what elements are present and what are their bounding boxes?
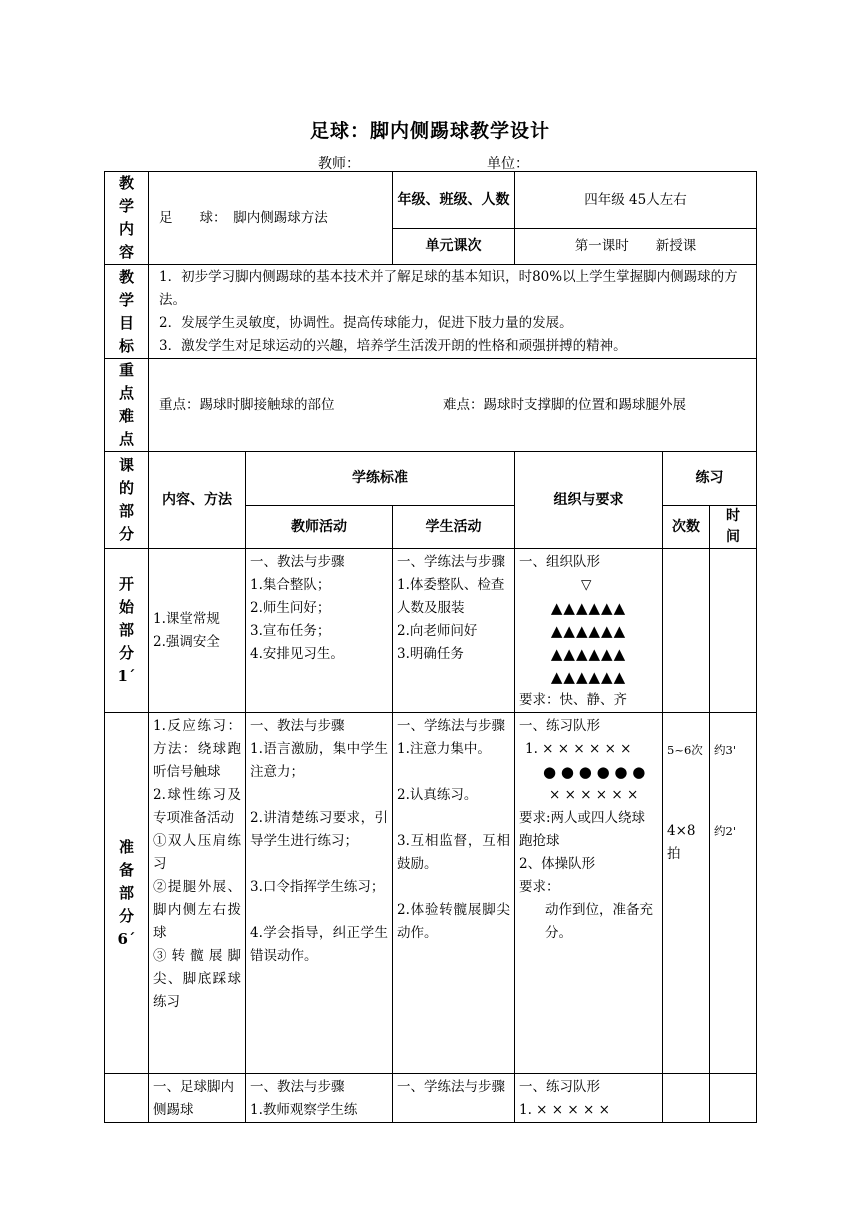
formation-row: ▲▲▲▲▲▲ [550,599,627,617]
formation-row: ▲▲▲▲▲▲ [550,668,627,686]
practice-head: 练习 [663,452,757,506]
grade-value: 四年级 45人左右 [515,172,757,229]
teaching-content-value: 足 球： 脚内侧踢球方法 [149,172,393,265]
formation-row: ● ● ● ● ● ● [543,763,646,781]
goal-2: 2．发展学生灵敏度，协调性。提高传球能力，促进下肢力量的发展。 [159,314,573,331]
lesson-plan-table [104,171,757,1123]
key-point: 重点：踢球时脚接触球的部位 [159,396,335,413]
lesson-value: 第一课时 新授课 [515,229,757,265]
formation-row: ▲▲▲▲▲▲ [550,622,627,640]
teacher-marker-icon: ▽ [581,577,592,593]
start-student-activity: 一、学练法与步骤 1.体委整队、检查人数及服装 2.向老师问好 3.明确任务 [393,549,515,713]
time-head: 时 间 [710,506,757,549]
goal-1: 1．初步学习脚内侧踢球的基本技术并了解足球的基本知识，时80%以上学生掌握脚内侧踢球的方法。 [159,268,738,308]
page-title: 足球：脚内侧踢球教学设计 [309,120,550,142]
times-head: 次数 [663,506,710,549]
prep-time: 约3' 约2' [710,713,757,1074]
unit-label: 单位： [487,156,529,172]
start-section-head: 开 始 部 分 1´ [105,549,149,713]
key-points-value [149,359,757,452]
student-activity-head: 学生活动 [393,506,515,549]
goal-3: 3．激发学生对足球运动的兴趣，培养学生活泼开朗的性格和顽强拼搏的精神。 [159,337,627,354]
prep-times: 5~6次 4×8拍 [663,713,710,1074]
formation-row: 1. × × × × × × [525,741,632,757]
start-content: 1.课堂常规 2.强调安全 [149,549,246,713]
standard-head: 学练标准 [246,452,515,506]
teaching-content-row [105,172,757,229]
difficulty-point: 难点：踢球时支撑脚的位置和踢球腿外展 [443,396,686,413]
content-method-head: 内容、方法 [149,452,246,549]
teacher-activity-head: 教师活动 [246,506,393,549]
key-points-head: 重 点 难 点 [105,359,149,452]
prep-section-row [105,713,757,1074]
teaching-goals-head: 教 学 目 标 [105,265,149,359]
organization-head: 组织与要求 [515,452,663,549]
basic-organization: 一、练习队形 1. × × × × × [515,1074,663,1123]
teaching-goals-row [105,265,757,359]
basic-section-row [105,1074,757,1123]
formation-row: ▲▲▲▲▲▲ [550,645,627,663]
basic-teacher-activity: 一、教法与步骤 1.教师观察学生练 [246,1074,393,1123]
lesson-label: 单元课次 [393,229,515,265]
teaching-content-head: 教 学 内 容 [105,172,149,265]
start-organization: 一、组织队形 ▽ ▲▲▲▲▲▲ ▲▲▲▲▲▲ ▲▲▲▲▲▲ ▲▲▲▲▲▲ 要求：快、静、齐 [515,549,663,713]
prep-section-head: 准 备 部 分 6´ [105,713,149,1074]
basic-student-activity: 一、学练法与步骤 [393,1074,515,1123]
formation-row: × × × × × × [549,787,639,803]
start-section-row [105,549,757,713]
part-head: 课 的 部 分 [105,452,149,549]
prep-student-activity: 一、学练法与步骤 1.注意力集中。 2.认真练习。 3.互相监督，互相鼓励。 2.体验转髋展脚尖动作。 [393,713,515,1074]
start-teacher-activity: 一、教法与步骤 1.集合整队； 2.师生问好； 3.宣布任务； 4.安排见习生。 [246,549,393,713]
key-points-row [105,359,757,452]
section-header-row [105,452,757,506]
prep-teacher-activity: 一、教法与步骤 1.语言激励，集中学生注意力； 2.讲清楚练习要求，引导学生进行练习； 3.口令指挥学生练习； 4.学会指导，纠正学生错误动作。 [246,713,393,1074]
grade-label: 年级、班级、人数 [393,172,515,229]
prep-content: 1.反应练习：方法：绕球跑听信号触球 2.球性练习及专项准备活动 ①双人压肩练习 ②提腿外展、脚内侧左右拨球 ③转髋展脚尖、脚底踩球练习 [149,713,246,1074]
prep-organization: 一、练习队形 1. × × × × × × ● ● ● ● ● ● × × × × × × 要求:两人或四人绕球跑抢球 2、体操队形 要求： 动作到位，准备充分。 [515,713,663,1074]
teaching-goals-list [149,265,757,359]
teacher-label: 教师： [318,156,360,172]
basic-content: 一、足球脚内侧踢球 [149,1074,246,1123]
